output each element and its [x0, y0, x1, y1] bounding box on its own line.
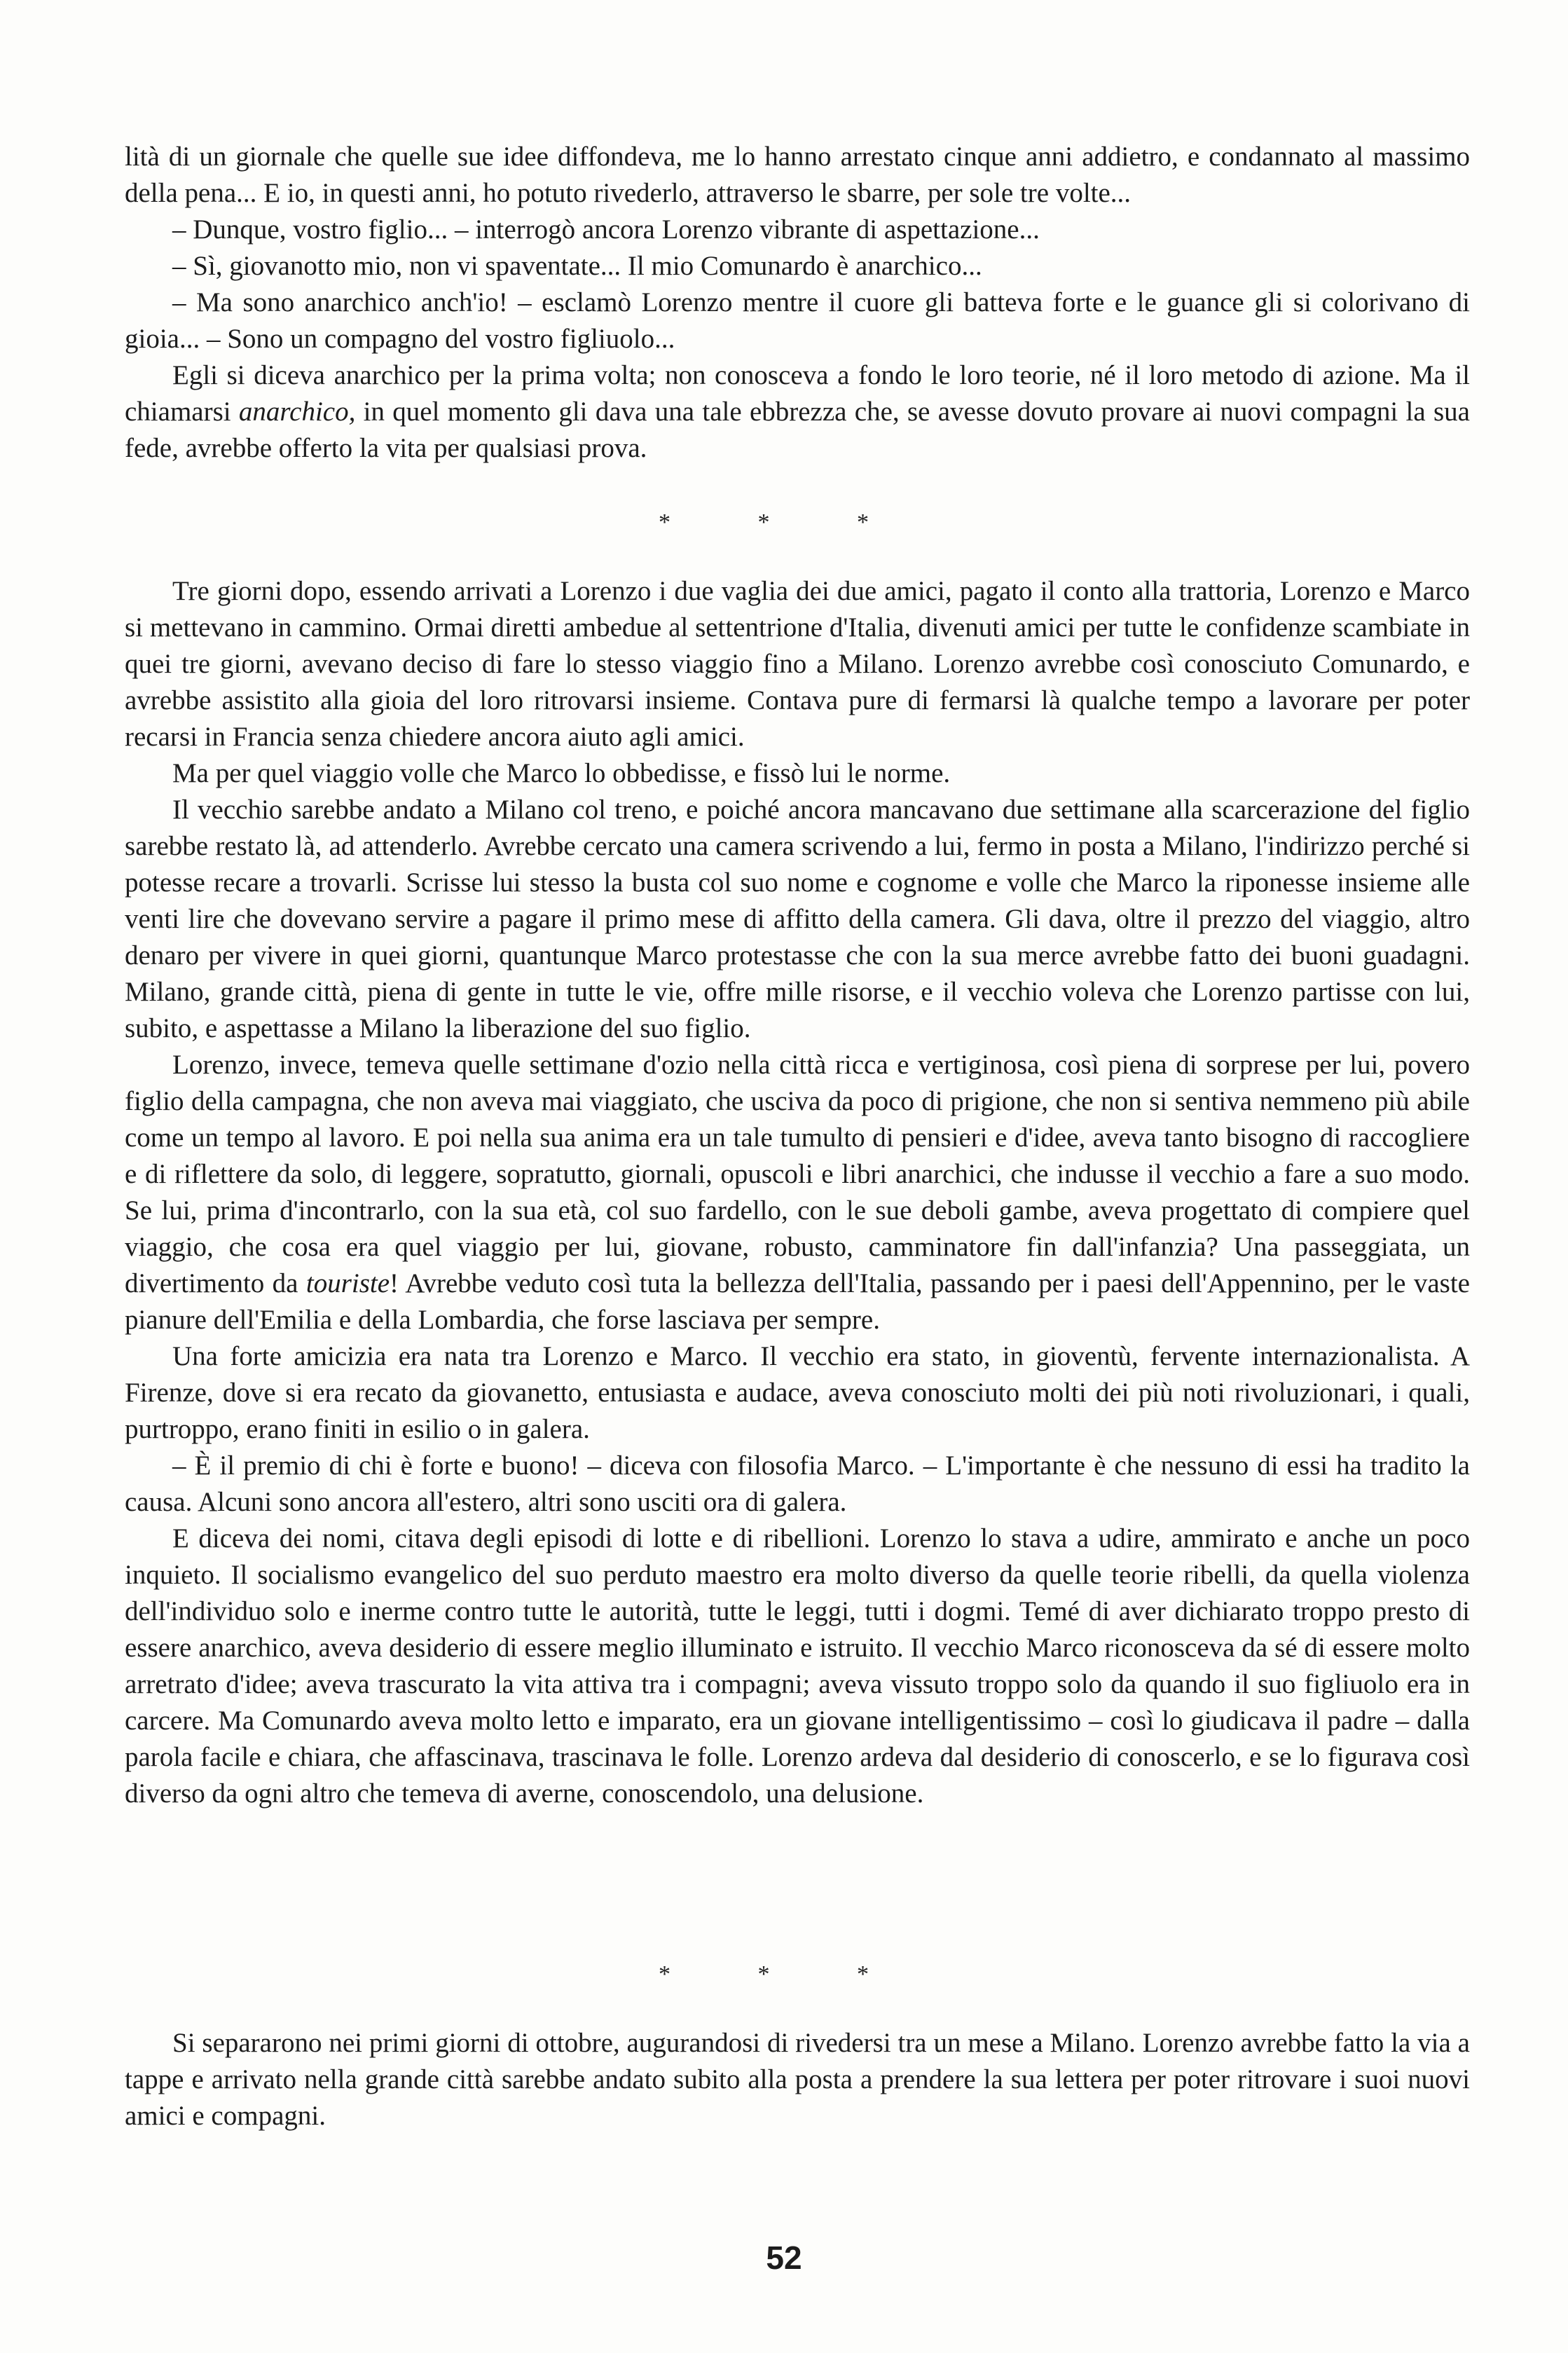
italic-word: touriste	[305, 1268, 390, 1298]
dialogue-line: – Dunque, vostro figlio... – interrogò ancora Lorenzo vibrante di aspettazione...	[172, 214, 1040, 245]
dialogue-line: – Sì, giovanotto mio, non vi spaventate... Il mio Comunardo è anarchico...	[172, 251, 982, 281]
paragraph: Ma per quel viaggio volle che Marco lo obbedisse, e fissò lui le norme.	[172, 758, 951, 788]
section-3	[125, 2025, 1470, 2134]
paragraph: Il vecchio sarebbe andato a Milano col treno, e poiché ancora mancavano due settimane alla scarcerazione del figlio sarebbe restato là, ad attenderlo. Avrebbe cercato una camera scrivendo a lui, fermo in posta a Milano, l'indirizzo perché si potesse recare a trovarli. Scrisse lui stesso la busta col suo nome e cognome e volle che Marco la riponesse insieme alle venti lire che dovevano servire a pagare il primo mese di affitto della camera. Gli dava, oltre il prezzo del viaggio, altro denaro per vivere in quei giorni, quantunque Marco protestasse che con la sua merce avrebbe fatto dei buoni guadagni. Milano, grande città, piena di gente in tutte le vie, offre mille risorse, e il vecchio voleva che Lorenzo partisse con lui, subito, e aspettasse a Milano la liberazione del suo figlio.	[125, 795, 1470, 1043]
page-number: 52	[766, 2239, 802, 2276]
dialogue-line: – È il premio di chi è forte e buono! – diceva con filosofia Marco. – L'importante è che nessuno di essi ha tradito la causa. Alcuni sono ancora all'estero, altri sono usciti ora di galera.	[125, 1450, 1470, 1517]
section-separator: * * *	[659, 1961, 909, 1987]
paragraph: E diceva dei nomi, citava degli episodi di lotte e di ribellioni. Lorenzo lo stava a udire, ammirato e anche un poco inquieto. Il socialismo evangelico del suo perduto maestro era molto diverso da quelle teorie ribelli, da quella violenza dell'individuo solo e inerme contro tutte le autorità, tutte le leggi, tutti i dogmi. Temé di aver dichiarato troppo presto di essere anarchico, aveva desiderio di essere meglio illuminato e istruito. Il vecchio Marco riconosceva da sé di essere molto arretrato d'idee; aveva trascurato la vita attiva tra i compagni; aveva vissuto troppo solo da quando il suo figliuolo era in carcere. Ma Comunardo aveva molto letto e imparato, era un giovane intelligentissimo – così lo giudicava il padre – dalla parola facile e chiara, che affascinava, trascinava le folle. Lorenzo ardeva dal desiderio di conoscerlo, e se lo figurava così diverso da ogni altro che temeva di averne, conoscendolo, una delusione.	[125, 1523, 1470, 1809]
section-separator: * * *	[659, 509, 909, 535]
italic-word: anarchico,	[238, 397, 356, 427]
paragraph	[125, 357, 1470, 467]
text-run: Lorenzo, invece, temeva quelle settimane d'ozio nella città ricca e vertiginosa, così piena di sorprese per lui, povero figlio della campagna, che non aveva mai viaggiato, che usciva da poco di prigione, che non si sentiva nemmeno più abile come un tempo al lavoro. E poi nella sua anima era un tale tumulto di pensieri e d'idee, aveva tanto bisogno di raccogliere e di riflettere da solo, di leggere, sopratutto, giornali, opuscoli e libri anarchici, che indusse il vecchio a fare a suo modo. Se lui, prima d'incontrarlo, con la sua età, col suo fardello, con le sue deboli gambe, aveva progettato di compiere quel viaggio, che cosa era quel viaggio per lui, giovane, robusto, camminatore fin dall'infanzia? Una passeggiata, un divertimento da	[125, 1050, 1470, 1298]
paragraph: lità di un giornale che quelle sue idee diffondeva, me lo hanno arrestato cinque anni addietro, e condannato al massimo della pena... E io, in questi anni, ho potuto rivederlo, attraverso le sbarre, per sole tre volte...	[125, 142, 1470, 208]
text-run: in quel momento gli dava una tale ebbrezza che, se avesse dovuto provare ai nuovi compagni la sua fede, avrebbe offerto la vita per qualsiasi prova.	[125, 397, 1470, 463]
paragraph: Si separarono nei primi giorni di ottobre, augurandosi di rivedersi tra un mese a Milano. Lorenzo avrebbe fatto la via a tappe e arrivato nella grande città sarebbe andato subito alla posta a prendere la sua lettera per poter ritrovare i suoi nuovi amici e compagni.	[125, 2028, 1470, 2131]
section-1	[125, 139, 1470, 467]
text-run: ! Avrebbe veduto così tuta la bellezza dell'Italia, passando per i paesi dell'Appennino, per le vaste pianure dell'Emilia e della Lombardia, che forse lasciava per sempre.	[125, 1268, 1470, 1335]
text-run: Egli si diceva anarchico per la prima volta; non conosceva a fondo le loro teorie, né il loro metodo di azione. Ma il chiamarsi	[125, 360, 1470, 427]
dialogue-line: – Ma sono anarchico anch'io! – esclamò Lorenzo mentre il cuore gli batteva forte e le guance gli si colorivano di gioia... – Sono un compagno del vostro figliuolo...	[125, 287, 1470, 354]
paragraph: Tre giorni dopo, essendo arrivati a Lorenzo i due vaglia dei due amici, pagato il conto alla trattoria, Lorenzo e Marco si mettevano in cammino. Ormai diretti ambedue al settentrione d'Italia, divenuti amici per tutte le confidenze scambiate in quei tre giorni, avevano deciso di fare lo stesso viaggio fino a Milano. Lorenzo avrebbe così conosciuto Comunardo, e avrebbe assistito alla gioia del loro ritrovarsi insieme. Contava pure di fermarsi là qualche tempo a lavorare per poter recarsi in Francia senza chiedere ancora aiuto agli amici.	[125, 576, 1470, 752]
section-2	[125, 573, 1470, 1812]
paragraph	[125, 1047, 1470, 1338]
paragraph: Una forte amicizia era nata tra Lorenzo e Marco. Il vecchio era stato, in gioventù, fervente internazionalista. A Firenze, dove si era recato da giovanetto, entusiasta e audace, aveva conosciuto molti dei più noti rivoluzionari, i quali, purtroppo, erano finiti in esilio o in galera.	[125, 1341, 1470, 1444]
